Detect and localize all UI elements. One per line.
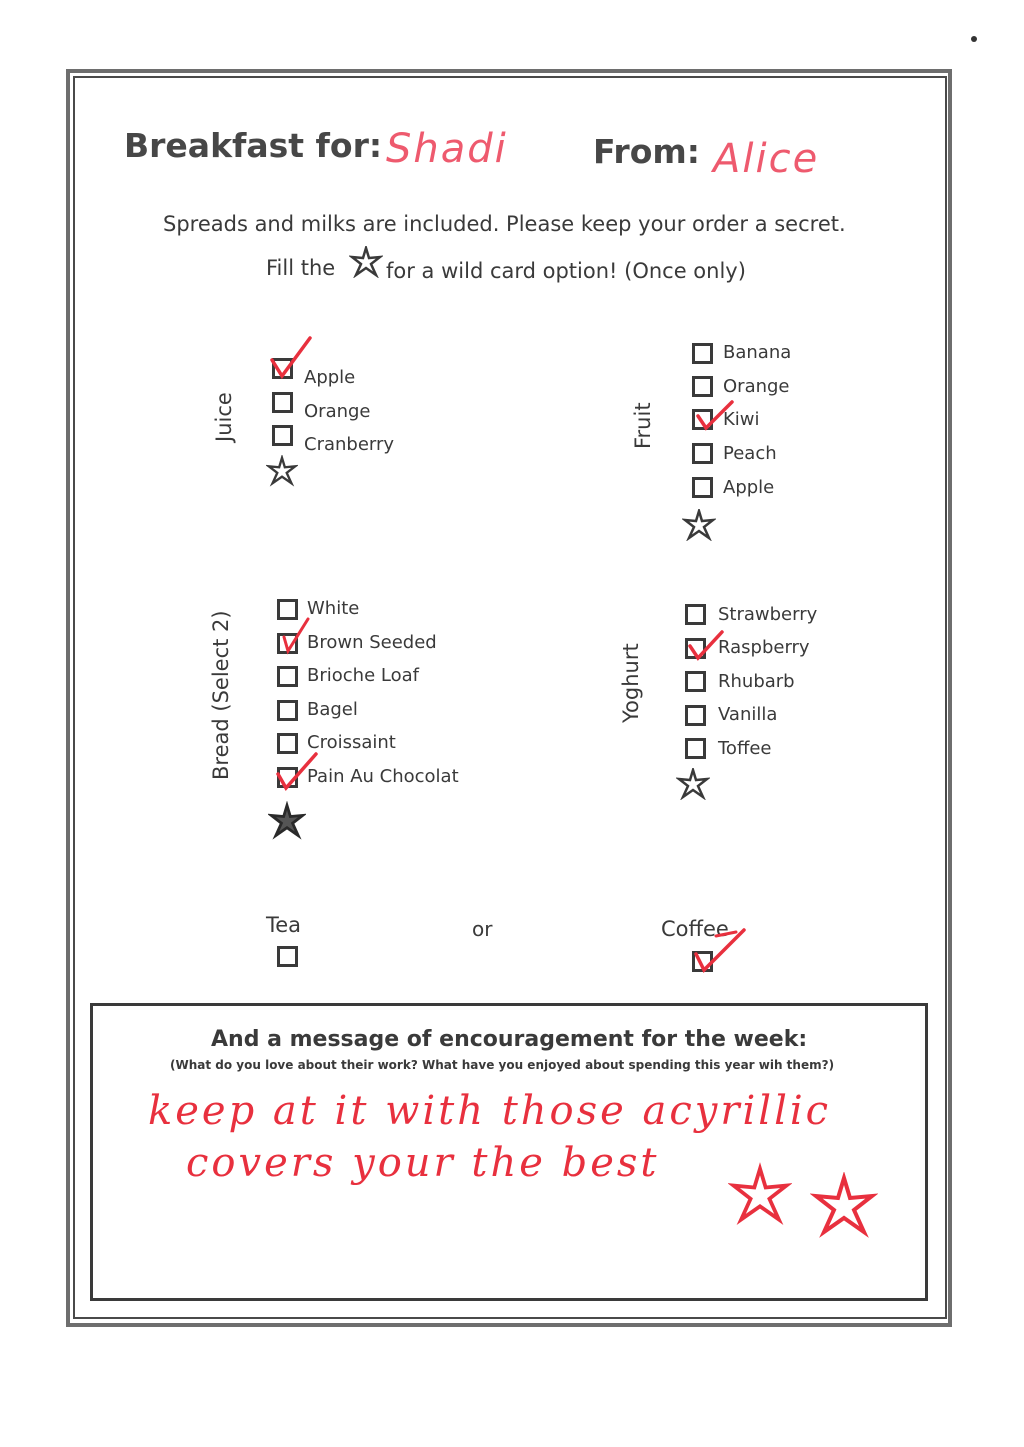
juice-option-orange: Orange — [304, 401, 371, 422]
fruit-option-banana: Banana — [723, 342, 792, 363]
juice-option-apple: Apple — [304, 367, 356, 388]
yoghurt-option-rhubarb: Rhubarb — [718, 671, 795, 692]
yoghurt-vanilla-checkbox[interactable] — [685, 705, 706, 726]
yoghurt-category-label: Yoghurt — [619, 643, 643, 723]
juice-wildcard-star-icon[interactable] — [266, 455, 298, 487]
intro-line-2-start: Fill the — [266, 256, 336, 280]
message-handwritten-line-2: covers your the best — [186, 1140, 660, 1186]
fruit-apple-checkbox[interactable] — [692, 477, 713, 498]
or-label: or — [472, 917, 493, 941]
bread-category-label: Bread (Select 2) — [209, 610, 233, 780]
message-subheading: (What do you love about their work? What have you enjoyed about spending this year wih them?) — [170, 1058, 835, 1072]
wildcard-star-icon — [349, 246, 383, 278]
bread-option-pain-au-chocolat: Pain Au Chocolat — [307, 766, 459, 787]
yoghurt-rhubarb-checkbox[interactable] — [685, 671, 706, 692]
yoghurt-wildcard-star-icon[interactable] — [676, 768, 710, 800]
fruit-option-apple: Apple — [723, 477, 775, 498]
juice-orange-checkbox[interactable] — [272, 392, 293, 413]
sender-name-field[interactable]: Alice — [713, 136, 820, 182]
bread-option-brioche-loaf: Brioche Loaf — [307, 665, 419, 686]
fruit-category-label: Fruit — [631, 402, 655, 449]
fruit-peach-checkbox[interactable] — [692, 443, 713, 464]
bread-option-brown-seeded: Brown Seeded — [307, 632, 437, 653]
breakfast-for-label: Breakfast for: — [124, 126, 383, 165]
fruit-wildcard-star-icon[interactable] — [682, 509, 716, 541]
yoghurt-option-strawberry: Strawberry — [718, 604, 818, 625]
juice-option-cranberry: Cranberry — [304, 434, 395, 455]
yoghurt-toffee-checkbox[interactable] — [685, 738, 706, 759]
fruit-option-peach: Peach — [723, 443, 777, 464]
bread-option-white: White — [307, 598, 360, 619]
yoghurt-option-vanilla: Vanilla — [718, 704, 778, 725]
juice-cranberry-checkbox[interactable] — [272, 425, 293, 446]
scan-speck — [971, 36, 977, 42]
fruit-option-orange: Orange — [723, 376, 790, 397]
juice-category-label: Juice — [212, 392, 236, 442]
bread-brioche-checkbox[interactable] — [277, 666, 298, 687]
tea-label: Tea — [266, 913, 302, 937]
tea-checkbox[interactable] — [277, 946, 298, 967]
yoghurt-option-toffee: Toffee — [718, 738, 772, 759]
bread-wildcard-star-filled-icon[interactable] — [268, 801, 306, 841]
fruit-orange-checkbox[interactable] — [692, 376, 713, 397]
yoghurt-option-raspberry: Raspberry — [718, 637, 810, 658]
doodle-star-icon — [728, 1162, 792, 1228]
message-handwritten-line-1: keep at it with those acyrillic — [148, 1088, 832, 1134]
bread-option-croissaint: Croissaint — [307, 732, 396, 753]
intro-line-1: Spreads and milks are included. Please keep your order a secret. — [163, 212, 846, 236]
doodle-star-icon — [810, 1172, 878, 1240]
yoghurt-strawberry-checkbox[interactable] — [685, 604, 706, 625]
message-heading: And a message of encouragement for the week: — [211, 1027, 808, 1052]
fruit-banana-checkbox[interactable] — [692, 343, 713, 364]
recipient-name-field[interactable]: Shadi — [386, 126, 508, 172]
coffee-label: Coffee — [661, 917, 729, 941]
intro-line-2-end: for a wild card option! (Once only) — [386, 259, 746, 283]
tick-mark-icon — [690, 924, 748, 976]
bread-option-bagel: Bagel — [307, 699, 358, 720]
from-label: From: — [593, 132, 700, 171]
fruit-option-kiwi: Kiwi — [723, 409, 760, 430]
bread-bagel-checkbox[interactable] — [277, 700, 298, 721]
